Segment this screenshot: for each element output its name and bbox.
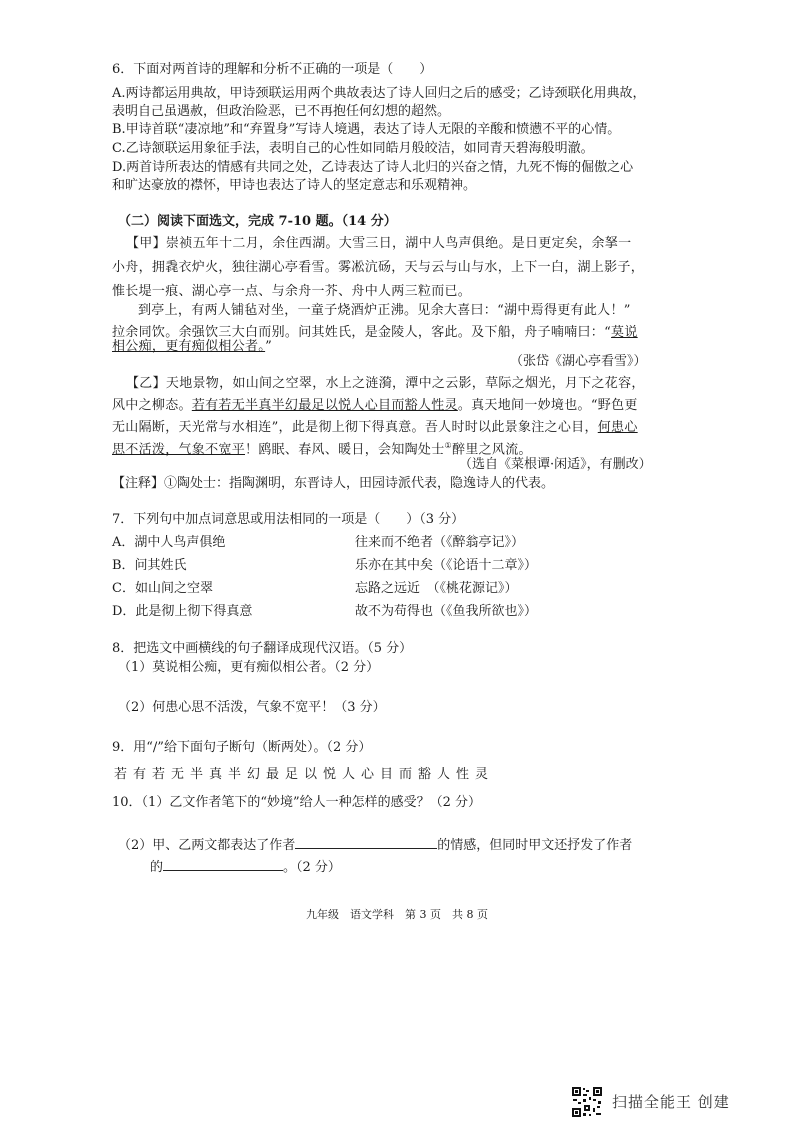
- footnote-marker: ①: [444, 441, 453, 450]
- q7-stem: 7．下列句中加点词意思或用法相同的一项是（ ）（3 分）: [112, 512, 465, 527]
- passage-jia-line4: 到亭上，有两人铺毡对坐，一童子烧酒炉正沸。见余大喜曰：“湖中焉得更有此人！”: [138, 303, 631, 318]
- q7-option-c-compare: 忘路之远近 （《桃花源记》）: [355, 581, 518, 596]
- q8-sentence-2: （2）何患心思不活泼，气象不宽平！（3 分）: [118, 700, 386, 715]
- passage-jia-source: （张岱《湖心亭看雪》）: [510, 354, 647, 369]
- passage-yi-source: （选自《菜根谭·闲适》，有删改）: [459, 457, 652, 472]
- q6-option-d-line1: D.两首诗所表达的情感有共同之处，乙诗表达了诗人北归的兴奋之情，九死不悔的倔傲之心: [112, 160, 634, 175]
- q10-part2-line1: [118, 836, 632, 854]
- q8-stem: 8．把选文中画横线的句子翻译成现代汉语。（5 分）: [112, 641, 413, 656]
- answer-blank-1[interactable]: [295, 836, 437, 849]
- q10-part1: 10．（1）乙文作者笔下的“妙境”给人一种怎样的感受？（2 分）: [112, 795, 482, 810]
- passage-yi-line4-end: 醉里之风流。: [452, 442, 532, 458]
- passage-yi-line2-end: 。真天地间一妙境也。“野色更: [457, 398, 638, 413]
- q7-option-d-compare: 故不为苟得也（《鱼我所欲也》）: [355, 604, 538, 619]
- annotation-note: 【注释】①陶处士：指陶渊明，东晋诗人，田园诗派代表，隐逸诗人的代表。: [112, 476, 555, 491]
- q10-part2-text-c: 的: [150, 860, 164, 875]
- q7-option-c: C．如山间之空翠: [112, 581, 213, 596]
- passage-jia-line2: 小舟，拥毳衣炉火，独往湖心亭看雪。雾凇沆砀，天与云与山与水，上下一白，湖上影子，: [112, 260, 645, 275]
- passage-yi-line1: 【乙】天地景物，如山间之空翠，水上之涟漪，潭中之云影，草际之烟光，月下之花容，: [126, 376, 645, 391]
- q10-part2-text-a: （2）甲、乙两文都表达了作者: [118, 838, 296, 853]
- page-footer: 九年级 语文学科 第 3 页 共 8 页: [306, 908, 488, 921]
- passage-jia-line6: [112, 339, 272, 355]
- q6-stem: 6．下面对两首诗的理解和分析不正确的一项是（ ）: [112, 62, 433, 77]
- q7-option-b: B．问其姓氏: [112, 558, 187, 573]
- closing-quote: ”: [265, 339, 273, 354]
- q9-sentence: 若有若无半真半幻最足以悦人心目而豁人性灵: [114, 767, 495, 782]
- q7-option-a: A．湖中人鸟声俱绝: [112, 535, 226, 550]
- passage-jia-line1: 【甲】崇祯五年十二月，余住西湖。大雪三日，湖中人鸟声俱绝。是日更定矣，余拏一: [126, 236, 632, 251]
- q7-option-b-compare: 乐亦在其中矣（《论语十二章》）: [355, 558, 538, 573]
- passage-jia-line5-text: 拉余同饮。余强饮三大白而别。问其姓氏，是金陵人，客此。及下船，舟子喃喃曰：“: [112, 325, 612, 340]
- q6-option-a-line2: 表明自己虽遇赦，但政治险恶，已不再抱任何幻想的超然。: [112, 104, 451, 119]
- q10-part2-text-d: 。（2 分）: [283, 860, 341, 875]
- q7-option-a-compare: 往来而不绝者（《醉翁亭记》）: [355, 535, 525, 550]
- passage-yi-line4-text: ！鸥眠、春风、暖日，会知陶处士: [245, 442, 445, 458]
- q6-option-b: B.甲诗首联“凄凉地”和“弃置身”写诗人境遇，表达了诗人无限的辛酸和愤懑不平的心情。: [112, 122, 621, 137]
- sentence-to-punctuate: 若有若无半真半幻最足以悦人心目而豁人性灵: [191, 398, 458, 413]
- passage-yi-line2-start: 风中之柳态。: [112, 398, 192, 413]
- passage-yi-line3: [112, 420, 638, 436]
- q6-option-c: C.乙诗颔联运用象征手法，表明自己的心性如同皓月般皎洁，如同青天碧海般明澈。: [112, 141, 594, 156]
- q7-option-d: D．此是彻上彻下得真意: [112, 604, 253, 619]
- scanner-brand-text: 扫描全能王 创建: [612, 1093, 730, 1111]
- underlined-sentence-2-end: 思不活泼，气象不宽平: [112, 442, 246, 458]
- passage-jia-line3: 惟长堤一痕、湖心亭一点、与余舟一芥、舟中人两三粒而已。: [112, 284, 472, 299]
- q10-part2-text-b: 的情感，但同时甲文还抒发了作者: [437, 838, 633, 853]
- underlined-sentence-2-start: 何患心: [597, 420, 638, 435]
- underlined-sentence-1-start: 莫说: [611, 325, 638, 340]
- q9-stem: 9．用“/”给下面句子断句（断两处）。（2 分）: [112, 740, 372, 755]
- passage-yi-line4: [112, 438, 532, 458]
- answer-blank-2[interactable]: [163, 858, 283, 871]
- qr-code-icon: [571, 1086, 603, 1118]
- q10-part2-line2: [150, 858, 341, 876]
- section2-heading: （二）阅读下面选文，完成 7-10 题。（14 分）: [118, 214, 397, 229]
- q6-option-a-line1: A.两诗都运用典故，甲诗颈联运用两个典故表达了诗人回归之后的感受；乙诗颈联化用典故，: [112, 86, 646, 101]
- passage-yi-line2: [112, 398, 638, 414]
- passage-yi-line3-text: 无山隔断，天光常与水相连”，此是彻上彻下得真意。吾人时时以此景象注之心目，: [112, 420, 598, 435]
- q6-option-d-line2: 和旷达豪放的襟怀，甲诗也表达了诗人的坚定意志和乐观精神。: [112, 178, 477, 193]
- underlined-sentence-1-end: 相公痴，更有痴似相公者。: [112, 339, 266, 354]
- q8-sentence-1: （1）莫说相公痴，更有痴似相公者。（2 分）: [118, 660, 380, 675]
